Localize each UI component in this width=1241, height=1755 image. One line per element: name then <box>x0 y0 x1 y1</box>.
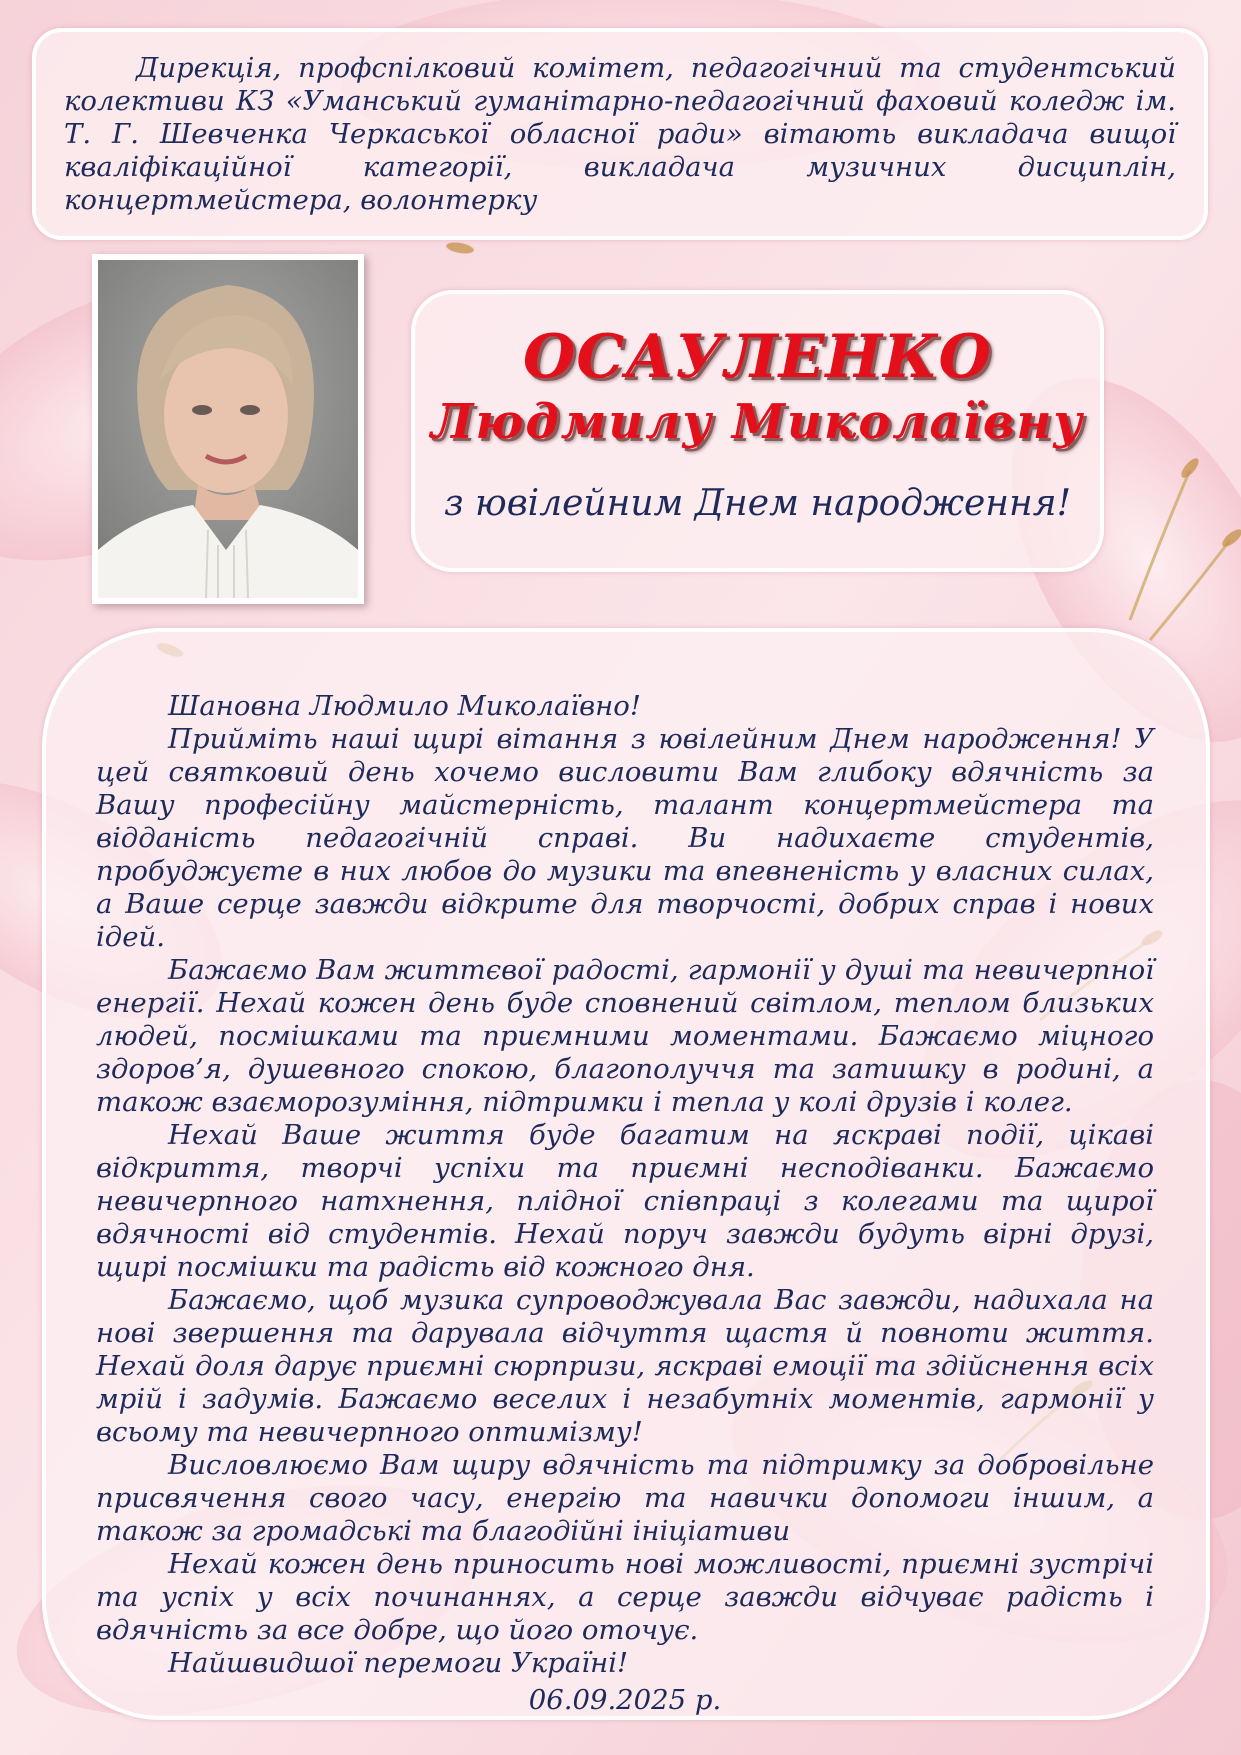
dedication-text: Дирекція, профспілковий комітет, педагогічний та студентський колективи КЗ «Уманський гуманітарно-педагогічний фаховий коледж ім. Т. Г. Шевченка Черкаської обласної ради» вітають викладача вищої кваліфікаційної категорії, викладача музичних дисциплін, концертмейстера, волонтерку <box>64 52 1176 216</box>
letter-paragraph: Висловлюємо Вам щиру вдячність та підтримку за добровільне присвячення свого часу, енергію та навички допомоги іншим, а також за громадські та благодійні ініціативи <box>96 1449 1154 1547</box>
honoree-given-names: Людмилу Миколаївну <box>430 394 1085 450</box>
letter-body <box>96 690 1154 1717</box>
letter-paragraph: Нехай Ваше життя буде багатим на яскраві події, цікаві відкриття, творчі успіхи та приємні несподіванки. Бажаємо невичерпного натхнення, плідної співпраці з колегами та щирої вдячності від студентів. Нехай поруч завжди будуть вірні друзі, щирі посмішки та радість від кожного дня. <box>96 1119 1154 1283</box>
honoree-panel <box>411 290 1104 572</box>
portrait-photo <box>92 254 364 604</box>
letter-panel <box>42 628 1210 1720</box>
letter-date: 06.09.2025 р. <box>528 1684 722 1716</box>
letter-paragraph: Бажаємо, щоб музика супроводжувала Вас завжди, надихала на нові звершення та дарувала відчуття щастя й повноти життя. Нехай доля дарує приємні сюрпризи, яскраві емоції та здійснення всіх мрій і задумів. Бажаємо веселих і незабутніх моментів, гармонії у всьому та невичерпного оптимізму! <box>96 1284 1154 1448</box>
occasion-line: з ювілейним Днем народження! <box>443 483 1072 524</box>
dedication-panel <box>32 28 1208 240</box>
letter-closing: Найшвидшої перемоги Україні! <box>168 1647 629 1679</box>
letter-paragraph: Прийміть наші щирі вітання з ювілейним Днем народження! У цей святковий день хочемо висловити Вам глибоку вдячність за Вашу професійну майстерність, талант концертмейстера та відданість педагогічній справі. Ви надихаєте студентів, пробуджуєте в них любов до музики та впевненість у власних силах, а Ваше серце завжди відкрите для творчості, добрих справ і нових ідей. <box>96 723 1154 953</box>
honoree-surname: ОСАУЛЕНКО <box>523 322 992 392</box>
letter-paragraph: Бажаємо Вам життєвої радості, гармонії у душі та невичерпної енергії. Нехай кожен день буде сповнений світлом, теплом близьких людей, посмішками та приємними моментами. Бажаємо міцного здоров’я, душевного спокою, благополуччя та затишку в родині, а також взаєморозуміння, підтримки і тепла у колі друзів і колег. <box>96 954 1154 1118</box>
letter-paragraph: Нехай кожен день приносить нові можливості, приємні зустрічі та успіх у всіх починаннях, а серце завжди відчуває радість і вдячність за все добре, що його оточує. <box>96 1548 1154 1646</box>
portrait-image <box>98 260 358 598</box>
letter-salutation: Шановна Людмило Миколаївно! <box>168 690 641 722</box>
